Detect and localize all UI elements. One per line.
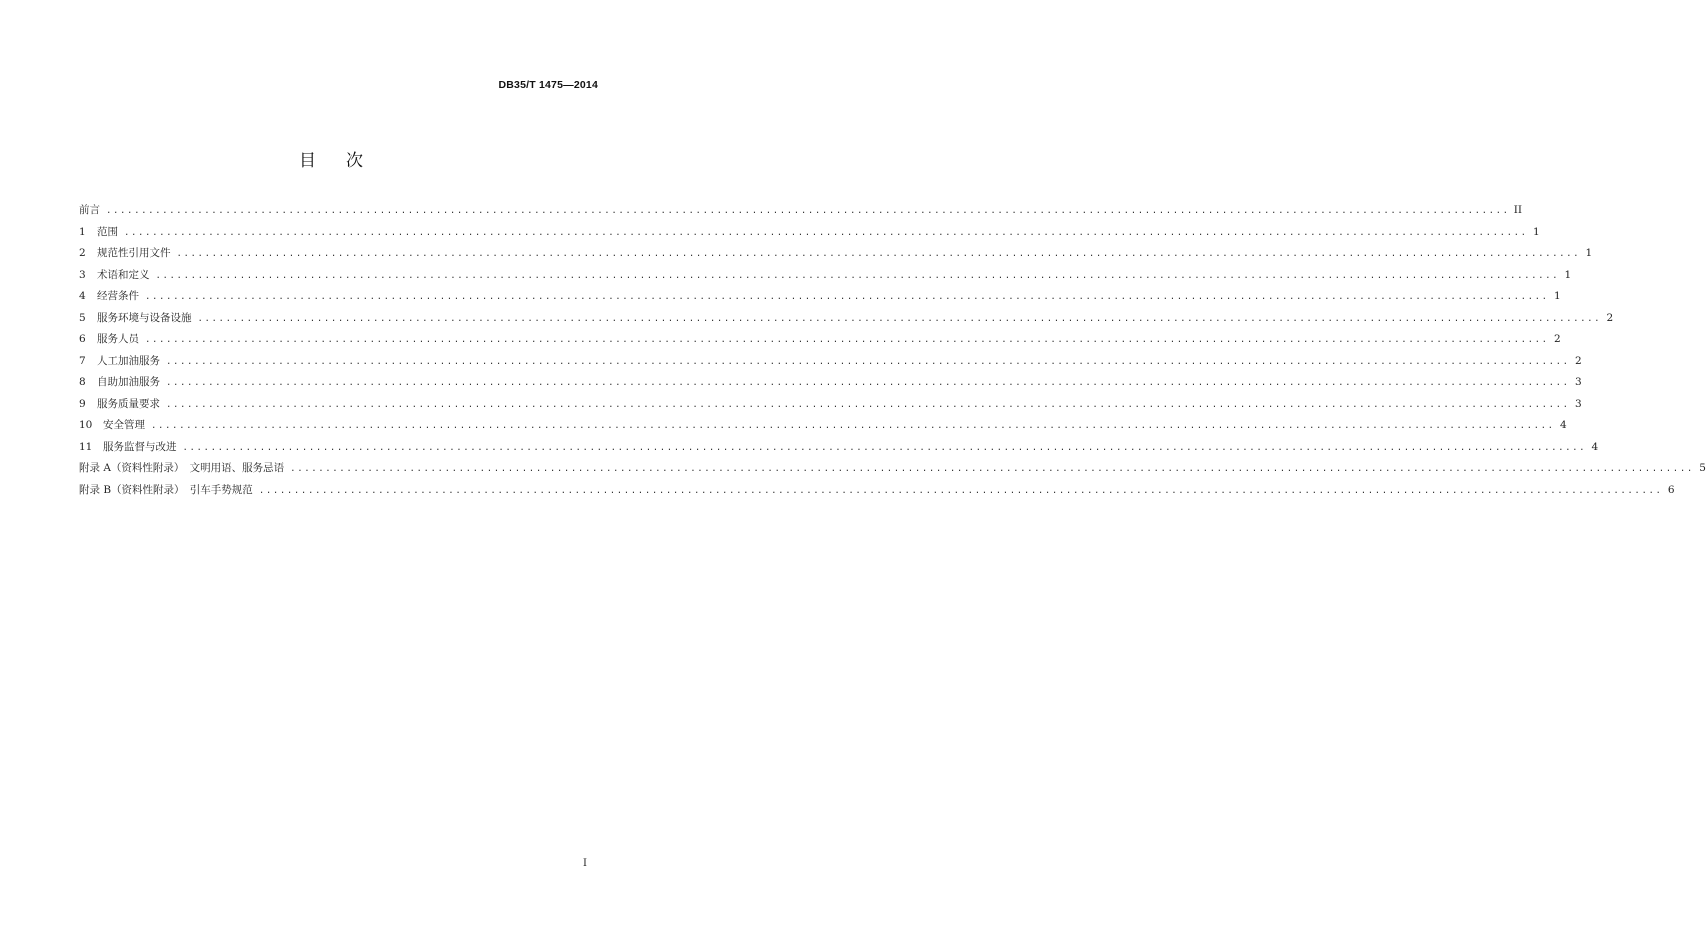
standard-number: DB35/T 1475—2014: [498, 79, 598, 91]
toc-leader-dots: ........................................................................................................................................................................................................: [166, 399, 1570, 410]
toc-entry-page: 1: [1533, 225, 1540, 238]
toc-entry[interactable]: [79, 329, 1561, 351]
toc-entry-number: 4: [79, 290, 86, 302]
table-of-contents: [79, 200, 1706, 501]
toc-entry-label: 附录 A（资料性附录） 文明用语、服务忌语: [79, 462, 285, 474]
toc-entry-number: 3: [79, 268, 86, 281]
toc-entry-number: 1: [79, 225, 86, 238]
page-number: I: [583, 858, 587, 869]
toc-entry-page: 2: [1575, 354, 1582, 367]
toc-entry-label: 经营条件: [97, 290, 139, 302]
toc-entry-label: 服务监督与改进: [103, 440, 177, 453]
toc-entry-page: 4: [1560, 419, 1567, 431]
toc-entry-page: 1: [1585, 247, 1593, 259]
toc-entry-number: 9: [79, 397, 86, 410]
toc-entry-number: 5: [79, 311, 86, 324]
toc-entry-label: 安全管理: [103, 419, 145, 431]
toc-entry-label: 规范性引用文件: [97, 247, 171, 259]
toc-leader-dots: ........................................................................................................................................................................................................: [176, 249, 1581, 259]
toc-entry-label: 范围: [97, 225, 118, 238]
toc-entry-page: 2: [1606, 311, 1614, 324]
toc-entry-page: 6: [1667, 483, 1675, 496]
toc-entry-page: 4: [1591, 440, 1599, 453]
toc-entry-label: 服务质量要求: [97, 397, 160, 410]
toc-leader-dots: ........................................................................................................................................................................................................: [124, 227, 1528, 238]
toc-leader-dots: ........................................................................................................................................................................................................: [145, 292, 1549, 302]
toc-entry[interactable]: [79, 308, 1614, 330]
toc-entry-page: 5: [1699, 462, 1706, 474]
toc-entry[interactable]: [79, 265, 1572, 287]
toc-entry[interactable]: [79, 200, 1522, 222]
toc-entry[interactable]: [79, 480, 1675, 502]
toc-title: [0, 146, 662, 171]
toc-entry[interactable]: [79, 458, 1706, 480]
toc-entry-number: 11: [79, 440, 93, 453]
toc-title-char-1: 目: [299, 151, 316, 171]
toc-entry-page: 3: [1575, 376, 1582, 388]
toc-entry-page: 3: [1575, 397, 1582, 410]
toc-leader-dots: ........................................................................................................................................................................................................: [197, 313, 1602, 324]
toc-entry-number: 7: [79, 354, 86, 367]
toc-leader-dots: ........................................................................................................................................................................................................: [182, 442, 1587, 453]
toc-entry[interactable]: [79, 415, 1567, 437]
toc-entry[interactable]: [79, 351, 1582, 373]
toc-entry-number: 8: [79, 376, 86, 388]
toc-entry-label: 前言: [79, 204, 100, 216]
toc-entry-label: 服务人员: [97, 333, 139, 345]
toc-entry-label: 自助加油服务: [97, 376, 160, 388]
toc-entry[interactable]: [79, 286, 1561, 308]
toc-entry[interactable]: [79, 222, 1540, 244]
toc-entry[interactable]: [79, 437, 1599, 459]
toc-leader-dots: ........................................................................................................................................................................................................: [166, 356, 1570, 367]
toc-leader-dots: ........................................................................................................................................................................................................: [155, 270, 1560, 281]
toc-leader-dots: ........................................................................................................................................................................................................: [106, 206, 1510, 216]
toc-entry-number: 6: [79, 333, 86, 345]
toc-entry-number: 2: [79, 247, 86, 259]
toc-leader-dots: ........................................................................................................................................................................................................: [145, 335, 1549, 345]
toc-entry-page: 2: [1554, 333, 1561, 345]
toc-leader-dots: ........................................................................................................................................................................................................: [258, 485, 1663, 496]
toc-entry-page: II: [1513, 204, 1522, 216]
toc-leader-dots: ........................................................................................................................................................................................................: [166, 378, 1570, 388]
toc-title-char-2: 次: [346, 151, 363, 171]
toc-entry-label: 术语和定义: [97, 268, 150, 281]
toc-entry-label: 人工加油服务: [97, 354, 160, 367]
toc-entry[interactable]: [79, 372, 1582, 394]
toc-entry-number: 10: [79, 419, 93, 431]
toc-entry[interactable]: [79, 243, 1593, 265]
toc-entry[interactable]: [79, 394, 1582, 416]
toc-leader-dots: ........................................................................................................................................................................................................: [290, 464, 1694, 474]
toc-entry-label: 服务环境与设备设施: [97, 311, 192, 324]
toc-entry-label: 附录 B（资料性附录） 引车手势规范: [79, 483, 253, 496]
toc-entry-page: 1: [1554, 290, 1561, 302]
toc-entry-page: 1: [1564, 268, 1572, 281]
toc-leader-dots: ........................................................................................................................................................................................................: [151, 421, 1555, 431]
